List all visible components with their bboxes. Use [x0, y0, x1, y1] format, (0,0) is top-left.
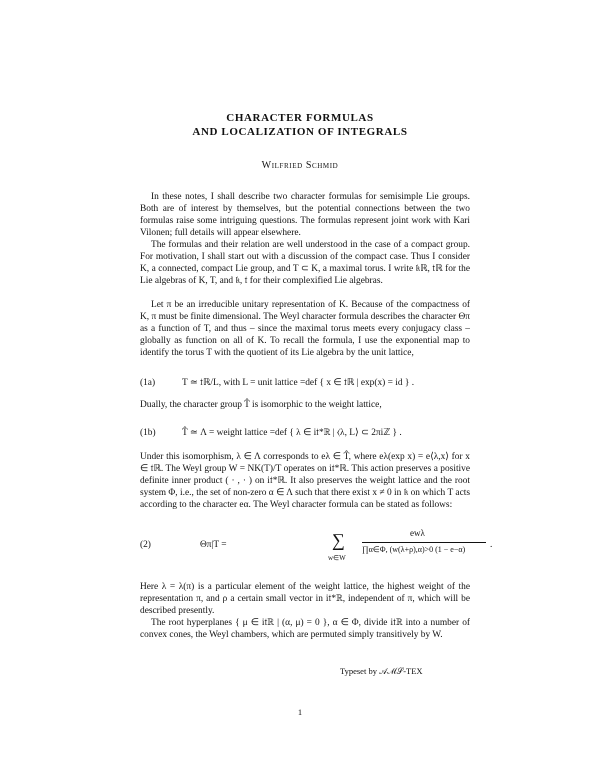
paragraph-3: Let π be an irreducible unitary representation of K. Because of the compactness of K, π must be finite dimensional. The Weyl character formula describes the character Θπ as a function of T, and thus – since the maximal torus meets every conjugacy class – globally as function on all of K. To recall the formula, I use the exponential map to identify the torus T with the quotient of its Lie algebra by the unit lattice,: [140, 300, 470, 358]
equation-2-numerator: ewλ: [410, 528, 425, 538]
paper-title-line-1: CHARACTER FORMULAS: [226, 112, 374, 124]
paragraph-5: Under this isomorphism, λ ∈ Λ corresponds to eλ ∈ T̂, where eλ(exp x) = e⟨λ,x⟩ for x ∈ 𝔱ℝ. The Weyl group W = NK(T)/T operates on i𝔱*ℝ. This action preserves a positive definite inner product ( · , · ) on i𝔱*ℝ. It also preserves the weight lattice and the root system Φ, i.e., the set of non-zero α ∈ Λ such that there exist x ≠ 0 in 𝔨 on which T acts according to the character eα. The Weyl character formula can be stated as follows:: [140, 452, 470, 510]
paper-title-line-2: AND LOCALIZATION OF INTEGRALS: [192, 126, 408, 138]
paragraph-1: In these notes, I shall describe two character formulas for semisimple Lie groups. Both are of interest by themselves, but the potential connections between the two formulas raise some intriguing questions. The formulas represent joint work with Kari Vilonen; full details will appear elsewhere.: [140, 192, 470, 238]
equation-2-sum-sign: ∑: [332, 530, 345, 550]
paragraph-6: Here λ = λ(π) is a particular element of the weight lattice, the highest weight of the representation π, and ρ a certain small vector in i𝔱*ℝ, independent of π, which will be described presently.: [140, 582, 470, 616]
paragraph-2: The formulas and their relation are well understood in the case of a compact group. For motivation, I shall start out with a discussion of the compact case. Thus I consider K, a connected, compact Lie group, and T ⊂ K, a maximal torus. I write 𝔨ℝ, 𝔱ℝ for the Lie algebras of K, T, and 𝔨, 𝔱 for their complexified Lie algebras.: [140, 240, 470, 286]
equation-2-sum-index: w∈W: [328, 554, 346, 562]
equation-2-lhs: Θπ|T =: [200, 540, 227, 550]
typeset-by-note: Typeset by 𝒜ℳ𝒮-TEX: [340, 666, 423, 676]
equation-1b-number: (1b): [140, 428, 156, 438]
equation-2: [140, 528, 493, 568]
equation-1b-body: T̂ ≃ Λ = weight lattice =def { λ ∈ i𝔱*ℝ | ⟨λ, L⟩ ⊂ 2πiℤ } .: [182, 428, 402, 438]
equation-2-denominator: ∏α∈Φ, (w(λ+ρ),α)>0 (1 − e−α): [362, 545, 466, 554]
equation-1a-number: (1a): [140, 378, 156, 388]
equation-1a: [140, 376, 470, 390]
paragraph-7: The root hyperplanes { μ ∈ i𝔱ℝ | (α, μ) = 0 }, α ∈ Φ, divide i𝔱ℝ into a number of convex cones, the Weyl chambers, which are permuted simply transitively by W.: [140, 618, 470, 640]
equation-2-period: .: [490, 540, 493, 550]
equation-1a-body: T ≃ 𝔱ℝ/L, with L = unit lattice =def { x ∈ 𝔱ℝ | exp(x) = id } .: [182, 378, 415, 388]
paragraph-4: Dually, the character group T̂ is isomorphic to the weight lattice,: [140, 400, 382, 410]
equation-2-fraction-bar: [362, 542, 486, 543]
paper-author: Wilfried Schmid: [261, 160, 339, 171]
page-number: 1: [297, 707, 303, 717]
equation-2-number: (2): [140, 540, 151, 550]
equation-1b: [140, 426, 470, 440]
